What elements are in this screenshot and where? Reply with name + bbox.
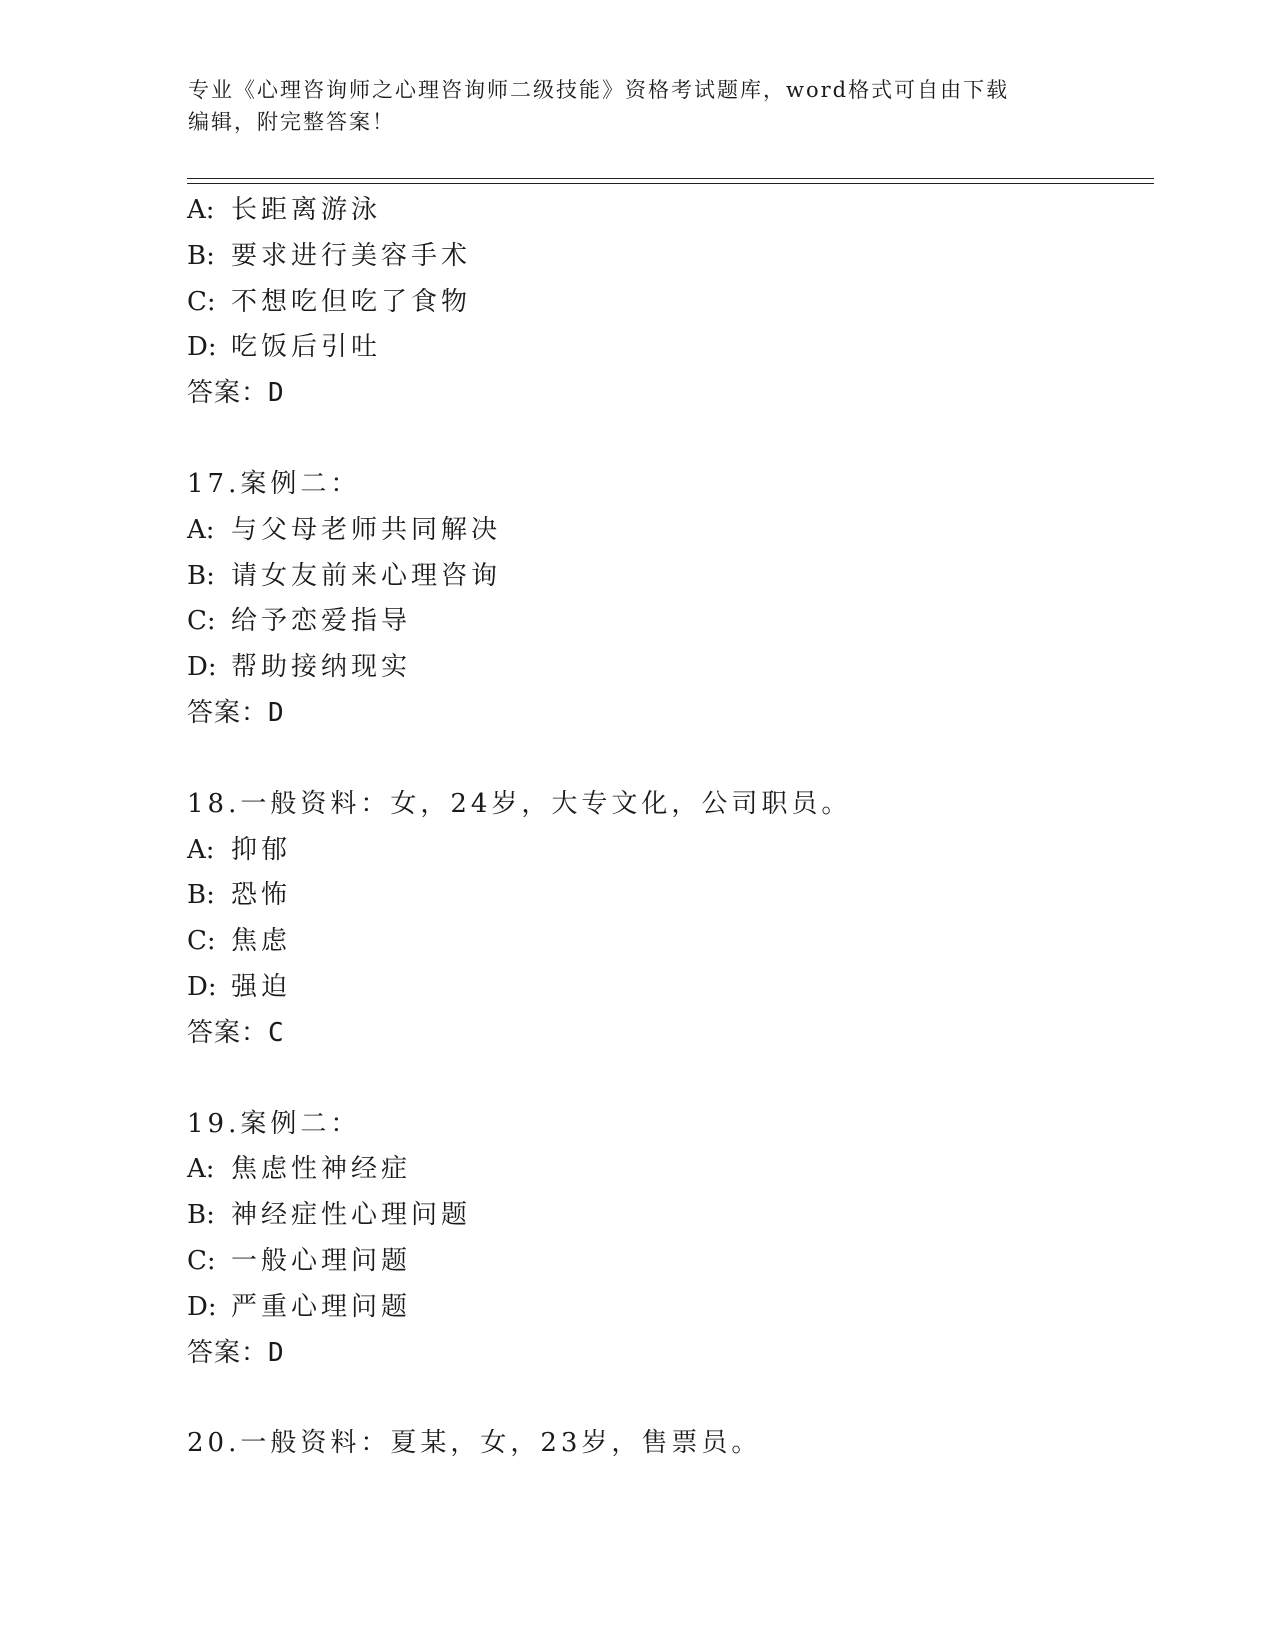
option-letter: D: (187, 1291, 217, 1322)
option-letter: C: (187, 926, 216, 957)
option-text: 吃饭后引吐 (231, 332, 382, 363)
option-c (187, 919, 1147, 965)
option-letter: A: (187, 834, 215, 865)
option-b (187, 873, 1147, 919)
option-a (187, 508, 1147, 554)
option-letter: C: (187, 286, 216, 317)
option-a (187, 188, 1147, 234)
option-letter: C: (187, 606, 216, 637)
option-letter: B: (187, 240, 215, 271)
header-line-2: 编辑，附完整答案！ (188, 110, 395, 134)
option-text: 恐怖 (231, 880, 292, 911)
option-text: 强迫 (231, 971, 292, 1002)
answer-line (187, 691, 1147, 737)
option-letter: B: (187, 1200, 215, 1231)
option-c (187, 599, 1147, 645)
question-block (187, 782, 1147, 1057)
option-letter: D: (187, 971, 217, 1002)
answer-value: C (268, 1017, 285, 1048)
option-letter: B: (187, 880, 215, 911)
question-block (187, 188, 1147, 417)
question-stem: 18.一般资料：女，24岁，大专文化，公司职员。 (187, 788, 852, 819)
option-text: 请女友前来心理咨询 (231, 560, 502, 591)
option-d (187, 1285, 1147, 1331)
option-text: 与父母老师共同解决 (231, 514, 502, 545)
header-divider-bottom (187, 183, 1154, 184)
answer-value: D (268, 1337, 285, 1368)
option-letter: A: (187, 514, 215, 545)
option-text: 长距离游泳 (231, 195, 382, 225)
answer-label: 答案： (187, 697, 269, 728)
option-text: 严重心理问题 (231, 1291, 412, 1322)
option-b (187, 1193, 1147, 1239)
option-letter: A: (187, 195, 215, 225)
header-line-1: 专业《心理咨询师之心理咨询师二级技能》资格考试题库，word格式可自由下载 (188, 78, 1010, 102)
question-stem: 17.案例二： (187, 468, 361, 499)
option-letter: C: (187, 1245, 216, 1276)
question-list (187, 188, 1147, 1512)
question-block (187, 1421, 1147, 1467)
question-block (187, 1102, 1147, 1377)
answer-line (187, 1011, 1147, 1057)
answer-label: 答案： (187, 1337, 269, 1368)
option-text: 抑郁 (231, 834, 292, 865)
question-block (187, 462, 1147, 737)
option-d (187, 325, 1147, 371)
answer-label: 答案： (187, 1017, 269, 1048)
option-text: 焦虑性神经症 (231, 1154, 412, 1185)
answer-label: 答案： (187, 378, 269, 409)
answer-line (187, 1331, 1147, 1377)
option-d (187, 965, 1147, 1011)
option-letter: D: (187, 652, 217, 683)
option-c (187, 280, 1147, 326)
option-letter: A: (187, 1154, 215, 1185)
option-letter: D: (187, 332, 217, 363)
option-text: 神经症性心理问题 (231, 1200, 472, 1231)
option-text: 焦虑 (231, 926, 292, 957)
question-stem: 19.案例二： (187, 1108, 361, 1139)
option-c (187, 1239, 1147, 1285)
header-divider-top (187, 178, 1154, 179)
option-text: 一般心理问题 (231, 1245, 412, 1276)
option-text: 给予恋爱指导 (231, 606, 412, 637)
option-b (187, 234, 1147, 280)
option-a (187, 1147, 1147, 1193)
option-b (187, 554, 1147, 600)
option-text: 帮助接纳现实 (231, 652, 412, 683)
option-text: 要求进行美容手术 (231, 240, 472, 271)
answer-value: D (268, 378, 285, 409)
answer-value: D (268, 697, 285, 728)
option-d (187, 645, 1147, 691)
document-header (188, 74, 1088, 138)
question-stem: 20.一般资料：夏某，女，23岁，售票员。 (187, 1428, 762, 1459)
option-text: 不想吃但吃了食物 (231, 286, 472, 317)
option-letter: B: (187, 560, 215, 591)
answer-line (187, 371, 1147, 417)
option-a (187, 828, 1147, 874)
